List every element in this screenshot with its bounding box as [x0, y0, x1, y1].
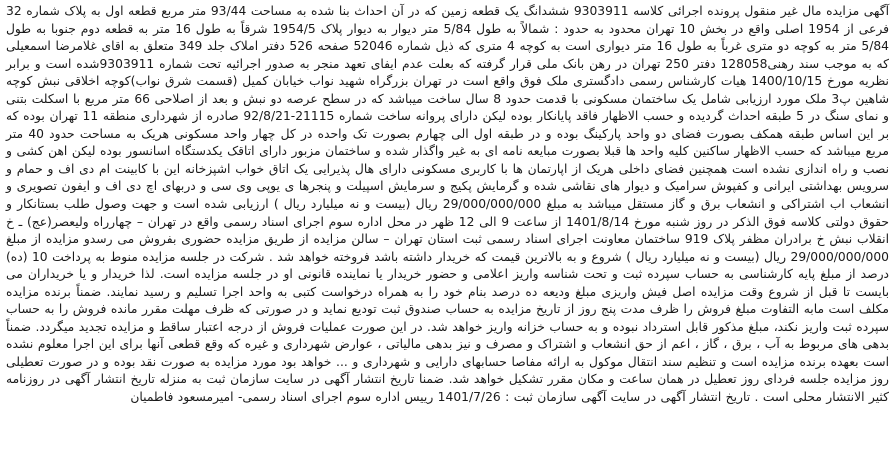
notice-body-text: آگهی مزایده مال غیر منقول پرونده اجرائی کلاسه 9303911 ششدانگ یک قطعه زمین که در آن احداث بنا شده به مساحت 93/44 متر مربع قطعه اول به پلاک شماره 32 فرعی از 1954 اصلی واقع در بخش 10 تهران محدود به حدود : شمالاً به طول 5/84 متر دیوار به دیوار پلاک 1954/5 شرقاً به طول 16 متر به قطعه دوم جنوبا به طول 5/84 متر به کوچه دو متری غرباً به طول 16 متر دیواری است به کوچه 4 متری که ذیل شماره 52046 صفحه 526 دفتر املاک جلد 349 متعلق به اقای غلامرضا اسمعیلی که به موجب سند رهنی128058 دفتر 250 تهران در رهن بانک ملی قرار گرفته که بعلت عدم ایفای تعهد منجر به صدور اجرائیه تحت شماره 9303911شده است و برابر نظریه مورخ 1400/10/15 هیات کارشناس رسمی دادگستری ملک فوق واقع است در تهران بزرگراه شهید نواب خیابان کمیل (قسمت شرق نواب)کوچه اخلاقی نبش کوچه شاهین پ3 ملک مورد ارزیابی شامل یک ساختمان مسکونی با قدمت حدود 8 سال ساخت میباشد که در سطح عرصه دو نبش و بعد از اصلاحی 66 متر مربع با اسکلت بتنی و نمای سنگ در 5 طبقه احداث گردیده و حسب الاظهار فاقد پایانکار بوده لیکن دارای پروانه ساخت شماره 21115-92/8/21 صادره از شهرداری منطقه 11 تهران بوده که بر این اساس طبقه همکف بصورت فضای دو واحد پارکینگ بوده و در طبقه اول الی چهارم بصورت تک واحده در کل چهار واحد مسکونی هریک به مساحت حدود 40 متر مربع میباشد که حسب الاظهار ساکنین کلیه واحد ها قبلا بصورت مبایعه نامه ای به غیر واگذار شده و ساختمان مزبور دارای اتاقک یکدستگاه اسانسور بوده لیکن اهن کشی و نصب و راه اندازی نشده است همچنین فضای داخلی هریک از اپارتمان ها با کاربری مسکونی دارای هال پذیرایی یک اتاق خواب اشپزخانه این با کابینت ام دی اف و حمام و سرویس بهداشتی ایرانی و کفپوش سرامیک و دیوار های نقاشی شده و گرمایش پکیج و سرمایش اسپیلت و پنجرها ی یوپی وی سی و دربهای اچ دی اف و ایفون تصویری و انشعاب اب اشتراکی و انشعاب برق و گاز مستقل میباشد به مبلغ 29/000/000/000 ریال (بیست و نه میلیارد ریال ) ارزیابی شده است و جهت وصول طلب بستانکار و حقوق دولتی کلاسه فوق الذکر در روز شنبه مورخ 1401/8/14 از ساعت 9 الی 12 ظهر در محل اداره سوم اجرای اسناد رسمی واقع در تهران – چهارراه ولیعصر(عج) ـ خ انقلاب نبش خ برادران مظفر پلاک 919 ساختمان معاونت اجرای اسناد رسمی ثبت استان تهران – سالن مزایده از طریق مزایده حضوری بفروش می رسدو مزایده از مبلغ 29/000/000/000 ریال (بیست و نه میلیارد ریال ) شروع و به بالاترین قیمت که خریدار داشته باشد فروخته خواهد شد . شرکت در جلسه مزایده منوط به پرداخت 10 (ده) درصد از مبلغ پایه کارشناسی به حساب سپرده ثبت و تحت شناسه واریز اعلامی و حضور خریدار یا نماینده قانونی او در جلسه مزایده است. لذا خریدار و یا خریداران می بایست تا قبل از شروع وقت مزایده اصل فیش واریزی مبلغ ودیعه ده درصد بنام خود را به همراه درخواست کتبی به واحد اجرا تسلیم و رسید نمایند. ضمناً برنده مزایده مکلف است مابه التفاوت مبلغ فروش را ظرف مدت پنج روز از تاریخ مزایده به حساب صندوق ثبت تودیع نماید و در صورتی که ظرف مهلت مقرر مانده فروش را به حساب سپرده ثبت واریز نکند، مبلغ مذکور قابل استرداد نبوده و به حساب خزانه واریز خواهد شد. در این صورت عملیات فروش از درجه اعتبار ساقط و مزایده تجدید میگردد. ضمناً بدهی های مربوط به آب ، برق ، گاز ، اعم از حق انشعاب و اشتراک و مصرف و نیز بدهی مالیاتی ، عوارض شهرداری و غیره که وقع قطعی آنها برای این اجرا معلوم نشده است بعهده برنده مزایده است و تنظیم سند انتقال موکول به ارائه مفاصا حسابهای دارایی و شهرداری و ... خواهد بود مورد مزایده به صورت نقد بوده و در صورت تعطیلی روز مزایده جلسه فردای روز تعطیل در همان ساعت و مکان مقرر تشکیل خواهد شد. ضمنا تاریخ انتشار آگهی در سایت سازمان ثبت به منزله تاریخ انتشار آگهی در روزنامه کثیر الانتشار محلی است . تاریخ انتشار آگهی در سایت آگهی سازمان ثبت : 1401/7/26 رییس اداره سوم اجرای اسناد رسمی- امیرمسعود فاطمیان [6, 4, 890, 405]
